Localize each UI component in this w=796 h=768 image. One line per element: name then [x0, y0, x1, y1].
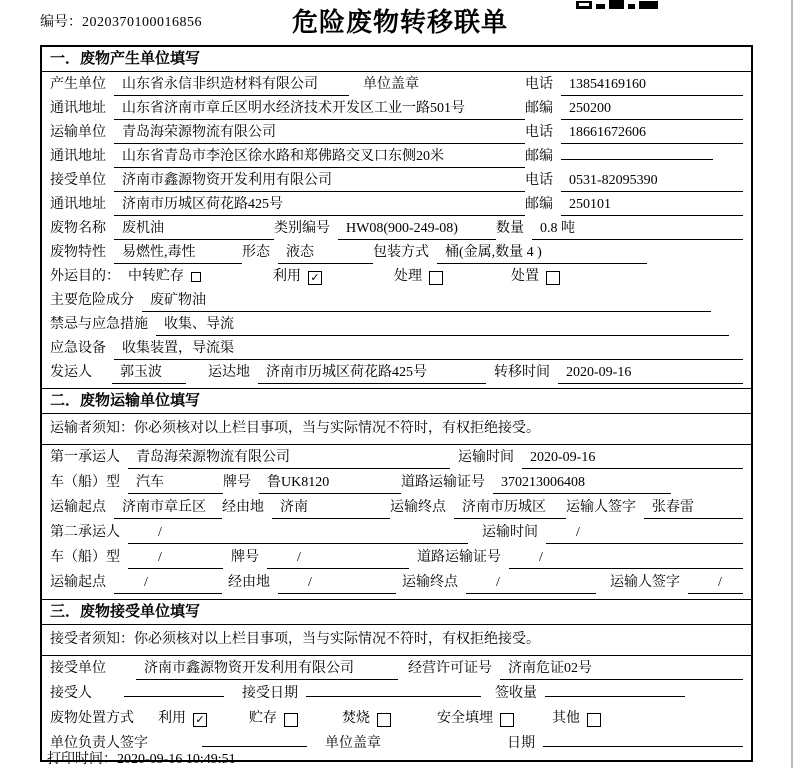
form-row [42, 146, 751, 170]
field-value: 0.8 吨 [532, 218, 743, 240]
document-header [0, 0, 796, 44]
section-transporter-title: 二．废物运输单位填写 [42, 388, 751, 414]
field-value: / [509, 547, 743, 569]
print-time-label: 打印时间： [47, 752, 117, 767]
field-label: 单位盖章 [325, 736, 381, 751]
field-label: 运输起点 [50, 500, 106, 515]
field-label: 运输起点 [50, 575, 106, 590]
field-label: 牌号 [231, 550, 259, 565]
field-value: / [278, 572, 396, 594]
field-label: 运输人签字 [610, 575, 680, 590]
form-row [42, 98, 751, 122]
field-value: 济南市章丘区 [114, 497, 222, 519]
serial-label: 编号： [40, 15, 82, 30]
field-value: / [267, 547, 409, 569]
serial-value: 2020370100016856 [82, 15, 202, 30]
checkbox-group [273, 266, 322, 287]
field-value: 青岛海荣源物流有限公司 [128, 447, 450, 469]
section-transporter [42, 388, 751, 599]
field-label: 日期 [507, 736, 535, 751]
field-value: 废机油 [114, 218, 274, 240]
print-time-value: 2020-09-16 10:49:51 [117, 752, 236, 767]
form-row [42, 658, 751, 683]
field-label: 运输终点 [402, 575, 458, 590]
section-producer-rows [42, 72, 751, 388]
field-label: 运输单位 [50, 125, 106, 140]
field-value: 18661672606 [561, 122, 743, 144]
qr-block [609, 0, 624, 9]
form-row [42, 122, 751, 146]
field-label: 经由地 [228, 575, 270, 590]
form-row [42, 497, 751, 522]
checkbox-unchecked-icon [587, 713, 601, 727]
checkbox-label: 处置 [511, 269, 539, 284]
checkbox-group [394, 266, 443, 287]
checkbox-label: 贮存 [249, 711, 277, 726]
field-value [543, 746, 743, 747]
field-label: 通讯地址 [50, 197, 106, 212]
field-value: 济南市历城区荷花路425号 [114, 194, 525, 216]
form-row [42, 170, 751, 194]
checkbox-unchecked-icon [191, 272, 201, 282]
field-value: 0531-82095390 [561, 170, 743, 192]
field-label: 道路运输证号 [417, 550, 501, 565]
field-label: 经由地 [222, 500, 264, 515]
form-row [42, 547, 751, 572]
field-value: 收集装置，导流渠 [114, 338, 743, 360]
qr-block [596, 4, 605, 9]
field-value: 废矿物油 [142, 290, 711, 312]
checkbox-label: 安全填埋 [437, 711, 493, 726]
print-timestamp [47, 748, 236, 768]
checkbox-group [342, 708, 391, 729]
form-row [42, 74, 751, 98]
field-value: 济南 [272, 497, 390, 519]
form-row [42, 362, 751, 386]
section-receiver-title: 三．废物接受单位填写 [42, 599, 751, 625]
field-label: 电话 [525, 77, 553, 92]
field-value: / [128, 547, 223, 569]
field-value: / [114, 572, 222, 594]
field-value: 郭玉波 [112, 362, 186, 384]
field-value [561, 159, 713, 160]
checkbox-unchecked-icon [500, 713, 514, 727]
field-label: 禁忌与应急措施 [50, 317, 148, 332]
field-label: 电话 [525, 173, 553, 188]
field-value: 济南危证02号 [500, 658, 743, 680]
field-label: 经营许可证号 [408, 661, 492, 676]
section-receiver-rows [42, 656, 751, 760]
qr-block [576, 1, 592, 9]
field-value: 370213006408 [493, 472, 671, 494]
page-title: 危险废物转移联单 [291, 7, 508, 37]
field-value [545, 696, 685, 697]
field-label: 包装方式 [373, 245, 429, 260]
field-label: 车（船）型 [50, 475, 120, 490]
form-row [42, 683, 751, 708]
field-label: 邮编 [525, 101, 553, 116]
field-label: 接受日期 [242, 686, 298, 701]
field-value: 济南市历城区荷花路425号 [258, 362, 486, 384]
field-value [306, 696, 481, 697]
checkbox-label: 中转贮存 [128, 269, 184, 284]
page-edge-divider [791, 0, 793, 768]
field-label: 通讯地址 [50, 149, 106, 164]
form-row [42, 218, 751, 242]
field-value: / [688, 572, 743, 594]
field-value: 张春雷 [644, 497, 743, 519]
field-value: 液态 [278, 242, 373, 264]
checkbox-checked-icon: ✓ [193, 713, 207, 727]
checkbox-unchecked-icon [429, 271, 443, 285]
checkbox-label: 其他 [552, 711, 580, 726]
field-value: 2020-09-16 [522, 447, 743, 469]
checkbox-unchecked-icon [284, 713, 298, 727]
receiver-notice: 接受者须知：你必须核对以上栏目事项，当与实际情况不符时，有权拒绝接受。 [42, 625, 751, 656]
checkbox-group [437, 708, 514, 729]
field-value: 易燃性,毒性 [114, 242, 242, 264]
field-value: 鲁UK8120 [259, 472, 401, 494]
section-receiver [42, 599, 751, 760]
field-label: 主要危险成分 [50, 293, 134, 308]
form-row [42, 194, 751, 218]
field-label: 发运人 [50, 365, 92, 380]
field-label: 运输人签字 [566, 500, 636, 515]
field-label: 转移时间 [494, 365, 550, 380]
field-label: 形态 [242, 245, 270, 260]
form-row [42, 242, 751, 266]
field-value: / [128, 522, 468, 544]
checkbox-unchecked-icon [546, 271, 560, 285]
checkbox-label: 焚烧 [342, 711, 370, 726]
field-label: 运输时间 [458, 450, 514, 465]
form-row [42, 447, 751, 472]
field-label: 接受单位 [50, 661, 106, 676]
field-value: / [546, 522, 743, 544]
qr-block [639, 1, 658, 9]
field-label: 邮编 [525, 149, 553, 164]
qr-block [628, 4, 635, 9]
field-value: 济南市鑫源物资开发利用有限公司 [114, 170, 525, 192]
transporter-notice: 运输者须知：你必须核对以上栏目事项，当与实际情况不符时，有权拒绝接受。 [42, 414, 751, 445]
form-row [42, 290, 751, 314]
field-label: 数量 [496, 221, 524, 236]
field-label: 牌号 [223, 475, 251, 490]
field-value: 250101 [561, 194, 743, 216]
field-value [124, 696, 224, 697]
field-label: 运输时间 [482, 525, 538, 540]
field-label: 第一承运人 [50, 450, 120, 465]
checkbox-unchecked-icon [377, 713, 391, 727]
checkbox-group [158, 708, 207, 729]
field-value: 青岛海荣源物流有限公司 [114, 122, 525, 144]
field-label: 类别编号 [274, 221, 330, 236]
section-producer [42, 47, 751, 388]
checkbox-group [128, 266, 201, 287]
form-row [42, 522, 751, 547]
field-value: 13854169160 [561, 74, 743, 96]
field-label: 接受人 [50, 686, 92, 701]
transfer-manifest-form [40, 45, 753, 762]
field-value: 济南市鑫源物资开发利用有限公司 [136, 658, 398, 680]
field-label: 接受单位 [50, 173, 106, 188]
checkbox-checked-icon: ✓ [308, 271, 322, 285]
field-value: 山东省青岛市李沧区徐水路和郑佛路交叉口东侧20米 [114, 146, 525, 168]
form-row [42, 266, 751, 290]
field-value: 山东省永信非织造材料有限公司 [114, 74, 349, 96]
field-value [202, 746, 307, 747]
checkbox-label: 利用 [158, 711, 186, 726]
field-label: 废物处置方式 [50, 711, 134, 726]
field-label: 道路运输证号 [401, 475, 485, 490]
field-label: 产生单位 [50, 77, 106, 92]
field-value: 2020-09-16 [558, 362, 743, 384]
checkbox-label: 利用 [273, 269, 301, 284]
field-label: 废物特性 [50, 245, 106, 260]
form-row [42, 314, 751, 338]
field-label: 电话 [525, 125, 553, 140]
field-label: 单位负责人签字 [50, 736, 148, 751]
form-row [42, 572, 751, 597]
field-value: 收集、导流 [156, 314, 729, 336]
field-label: 签收量 [495, 686, 537, 701]
field-label: 单位盖章 [363, 77, 419, 92]
field-label: 邮编 [525, 197, 553, 212]
field-label: 运达地 [208, 365, 250, 380]
field-value: / [466, 572, 596, 594]
checkbox-label: 处理 [394, 269, 422, 284]
form-row [42, 472, 751, 497]
checkbox-group [249, 708, 298, 729]
checkbox-group [552, 708, 601, 729]
field-label: 通讯地址 [50, 101, 106, 116]
form-row [42, 708, 751, 733]
field-label: 废物名称 [50, 221, 106, 236]
field-label: 运输终点 [390, 500, 446, 515]
field-label: 应急设备 [50, 341, 106, 356]
field-value: 济南市历城区 [454, 497, 566, 519]
form-row [42, 338, 751, 362]
section-transporter-rows [42, 445, 751, 599]
field-value: 山东省济南市章丘区明水经济技术开发区工业一路501号 [114, 98, 525, 120]
section-producer-title: 一．废物产生单位填写 [42, 47, 751, 72]
field-value: 250200 [561, 98, 743, 120]
field-label: 第二承运人 [50, 525, 120, 540]
field-value: HW08(900-249-08) [338, 218, 496, 240]
qr-code-fragment-icon [576, 0, 658, 9]
field-label: 外运目的： [50, 269, 120, 284]
field-value: 桶(金属,数量 4 ) [437, 242, 647, 264]
field-label: 车（船）型 [50, 550, 120, 565]
checkbox-group [511, 266, 560, 287]
field-value: 汽车 [128, 472, 223, 494]
